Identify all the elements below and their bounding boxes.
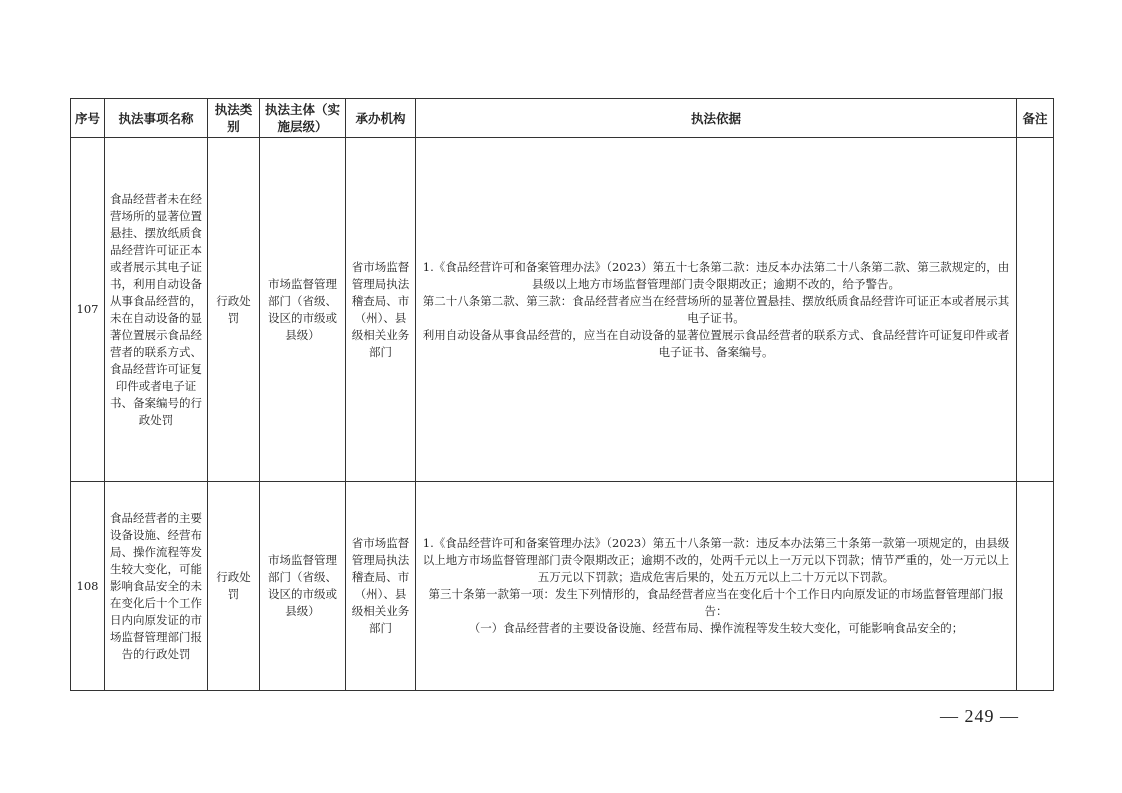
row-remark bbox=[1017, 138, 1054, 482]
row-agency: 省市场监督管理局执法稽查局、市（州）、县级相关业务部门 bbox=[346, 138, 416, 482]
header-row bbox=[71, 99, 1054, 138]
basis-line: （一）食品经营者的主要设备设施、经营布局、操作流程等发生较大变化，可能影响食品安全的； bbox=[468, 621, 964, 635]
basis-line: 第三十条第一款第一项：发生下列情形的，食品经营者应当在变化后十个工作日内向原发证的市场监督管理部门报告： bbox=[428, 587, 1004, 618]
row-basis bbox=[416, 138, 1017, 482]
enforcement-table bbox=[70, 98, 1054, 691]
row-basis bbox=[416, 482, 1017, 691]
header-agency: 承办机构 bbox=[346, 99, 416, 138]
header-basis: 执法依据 bbox=[416, 99, 1017, 138]
header-category: 执法类别 bbox=[208, 99, 260, 138]
row-subject: 市场监督管理部门（省级、设区的市级或县级） bbox=[260, 138, 346, 482]
header-name: 执法事项名称 bbox=[105, 99, 208, 138]
row-category: 行政处罚 bbox=[208, 482, 260, 691]
page-number: — 249 — bbox=[940, 706, 1019, 726]
row-name: 食品经营者未在经营场所的显著位置悬挂、摆放纸质食品经营许可证正本或者展示其电子证书，利用自动设备从事食品经营的，未在自动设备的显著位置展示食品经营者的联系方式、食品经营许可证复印件或者电子证书、备案编号的行政处罚 bbox=[105, 138, 208, 482]
row-subject: 市场监督管理部门（省级、设区的市级或县级） bbox=[260, 482, 346, 691]
row-seq: 108 bbox=[71, 482, 105, 691]
basis-line: 第二十八条第二款、第三款：食品经营者应当在经营场所的显著位置悬挂、摆放纸质食品经营许可证正本或者展示其电子证书。 bbox=[422, 293, 1010, 325]
basis-line: 1.《食品经营许可和备案管理办法》（2023）第五十八条第一款：违反本办法第三十条第一款第一项规定的，由县级以上地方市场监督管理部门责令限期改正；逾期不改的，处两千元以上一万元以下罚款；情节严重的，处一万元以上五万元以下罚款；造成危害后果的，处五万元以上二十万元以下罚款。 bbox=[422, 536, 1010, 584]
header-seq: 序号 bbox=[71, 99, 105, 138]
table-row bbox=[71, 138, 1054, 482]
row-category: 行政处罚 bbox=[208, 138, 260, 482]
row-seq: 107 bbox=[71, 138, 105, 482]
row-remark bbox=[1017, 482, 1054, 691]
row-agency: 省市场监督管理局执法稽查局、市（州）、县级相关业务部门 bbox=[346, 482, 416, 691]
row-name: 食品经营者的主要设备设施、经营布局、操作流程等发生较大变化，可能影响食品安全的未在变化后十个工作日内向原发证的市场监督管理部门报告的行政处罚 bbox=[105, 482, 208, 691]
table-row bbox=[71, 482, 1054, 691]
header-remark: 备注 bbox=[1017, 99, 1054, 138]
basis-line: 1.《食品经营许可和备案管理办法》（2023）第五十七条第二款：违反本办法第二十八条第二款、第三款规定的，由县级以上地方市场监督管理部门责令限期改正；逾期不改的，给予警告。 bbox=[422, 259, 1010, 291]
header-subject: 执法主体（实施层级） bbox=[260, 99, 346, 138]
basis-line: 利用自动设备从事食品经营的，应当在自动设备的显著位置展示食品经营者的联系方式、食品经营许可证复印件或者电子证书、备案编号。 bbox=[422, 327, 1010, 359]
